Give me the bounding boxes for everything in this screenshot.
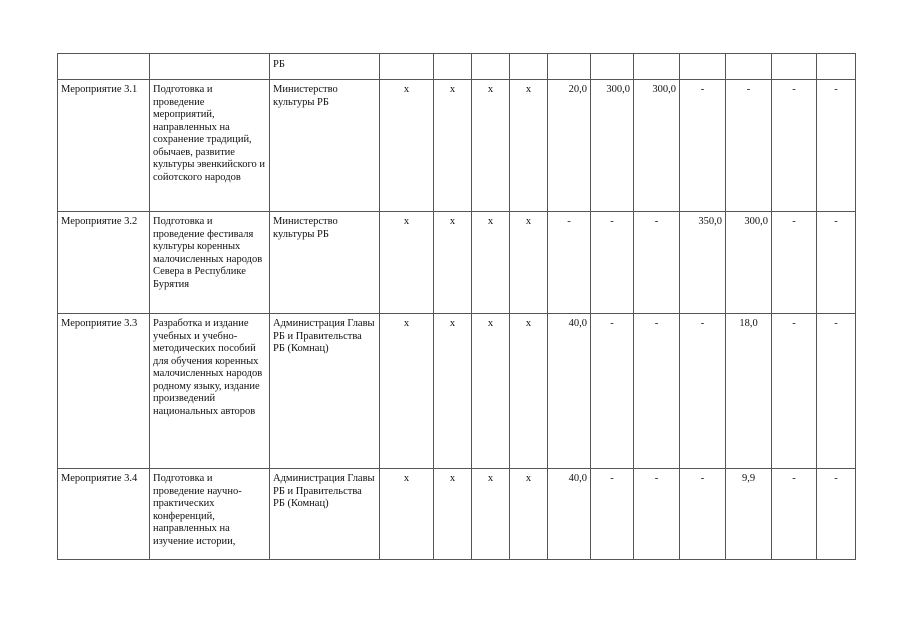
value-cell: 300,0 [634, 80, 680, 212]
measure-executor: Администрация Главы РБ и Правительства РБ (Комнац) [270, 314, 380, 469]
measure-description: Разработка и издание учебных и учебно-методических пособий для обучения коренных малочисленных народов родному языку, издание произведений национальных авторов [150, 314, 270, 469]
header-cell [591, 54, 634, 80]
value-cell: - [634, 212, 680, 314]
header-cell [434, 54, 472, 80]
header-cell [510, 54, 548, 80]
value-cell: х [434, 469, 472, 560]
value-cell: х [380, 212, 434, 314]
header-cell [680, 54, 726, 80]
header-cell [58, 54, 150, 80]
measure-executor: Министерство культуры РБ [270, 212, 380, 314]
measure-name: Мероприятие 3.1 [58, 80, 150, 212]
value-cell: - [772, 80, 817, 212]
value-cell: х [472, 469, 510, 560]
header-cell [817, 54, 856, 80]
value-cell: - [772, 212, 817, 314]
table-header-row [58, 54, 856, 80]
value-cell: 300,0 [591, 80, 634, 212]
value-cell: - [634, 314, 680, 469]
value-cell: - [591, 469, 634, 560]
header-cell [634, 54, 680, 80]
value-cell: х [380, 314, 434, 469]
value-cell: - [817, 314, 856, 469]
value-cell: х [380, 80, 434, 212]
value-cell: х [510, 469, 548, 560]
value-cell: 20,0 [548, 80, 591, 212]
value-cell: 9,9 [726, 469, 772, 560]
value-cell: х [434, 80, 472, 212]
header-cell [150, 54, 270, 80]
measure-description: Подготовка и проведение мероприятий, направленных на сохранение традиций, обычаев, развитие культуры эвенкийского и сойотского народов [150, 80, 270, 212]
measure-name: Мероприятие 3.2 [58, 212, 150, 314]
measure-description: Подготовка и проведение фестиваля культуры коренных малочисленных народов Севера в Республике Бурятия [150, 212, 270, 314]
value-cell: х [472, 212, 510, 314]
value-cell: 300,0 [726, 212, 772, 314]
value-cell: - [591, 212, 634, 314]
value-cell: - [591, 314, 634, 469]
value-cell: х [472, 80, 510, 212]
value-cell: х [380, 469, 434, 560]
value-cell: - [680, 314, 726, 469]
measure-executor: Министерство культуры РБ [270, 80, 380, 212]
measure-name: Мероприятие 3.4 [58, 469, 150, 560]
header-cell [726, 54, 772, 80]
value-cell: - [680, 469, 726, 560]
program-measures-table [57, 53, 856, 560]
value-cell: - [817, 80, 856, 212]
value-cell: х [510, 80, 548, 212]
measure-name: Мероприятие 3.3 [58, 314, 150, 469]
table-row [58, 314, 856, 469]
header-cell [772, 54, 817, 80]
value-cell: - [817, 469, 856, 560]
value-cell: 40,0 [548, 469, 591, 560]
value-cell: х [510, 314, 548, 469]
value-cell: - [772, 469, 817, 560]
header-cell-executor: РБ [270, 54, 380, 80]
value-cell: 40,0 [548, 314, 591, 469]
value-cell: х [510, 212, 548, 314]
table-row [58, 212, 856, 314]
value-cell: 350,0 [680, 212, 726, 314]
measure-executor: Администрация Главы РБ и Правительства РБ (Комнац) [270, 469, 380, 560]
value-cell: х [434, 212, 472, 314]
table-row [58, 80, 856, 212]
value-cell: - [726, 80, 772, 212]
header-cell [548, 54, 591, 80]
table-row [58, 469, 856, 560]
value-cell: - [772, 314, 817, 469]
value-cell: - [548, 212, 591, 314]
value-cell: - [680, 80, 726, 212]
header-cell [380, 54, 434, 80]
header-cell [472, 54, 510, 80]
value-cell: х [434, 314, 472, 469]
value-cell: - [817, 212, 856, 314]
value-cell: - [634, 469, 680, 560]
measure-description: Подготовка и проведение научно-практических конференций, направленных на изучение истории, [150, 469, 270, 560]
value-cell: 18,0 [726, 314, 772, 469]
value-cell: х [472, 314, 510, 469]
